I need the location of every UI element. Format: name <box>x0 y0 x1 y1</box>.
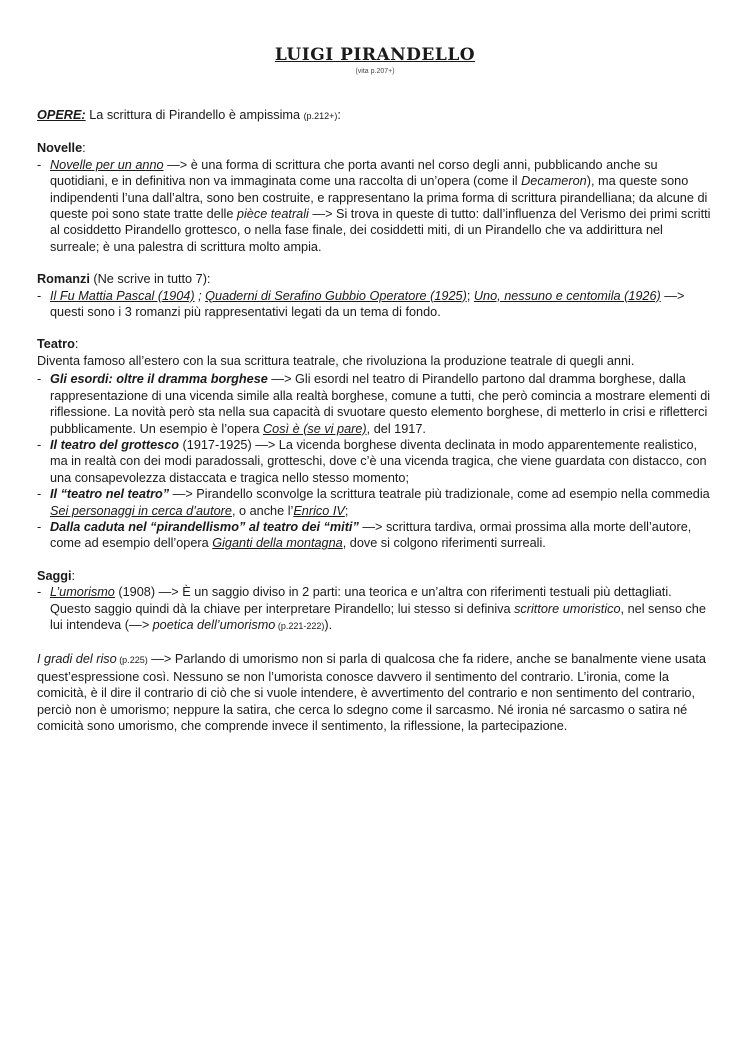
section-gradi-del-riso <box>37 651 713 734</box>
opere-intro <box>37 107 713 124</box>
section-saggi <box>37 568 713 635</box>
item-text: , del 1917. <box>366 421 426 436</box>
separator: ; <box>466 288 474 303</box>
item-emphasis: —> poetica dell’umorismo <box>129 617 276 632</box>
gradi-title: I gradi del riso <box>37 652 117 667</box>
item-text: —> È un saggio diviso in 2 parti: una teorica e un’altra con riferimenti testuali più dettagliati. Questo saggio quindi dà la chiave per interpretare Pirandello; lui stesso si definiva <box>50 585 672 616</box>
work-title: Enrico IV <box>293 503 345 518</box>
page-ref: (p.225) <box>116 655 148 666</box>
item-heading: Dalla caduta nel “pirandellismo” al teatro dei “miti” <box>50 519 359 534</box>
item-text: —> scrittura tardiva, ormai prossima alla morte dell’autore, come ad esempio dell’opera <box>50 519 692 551</box>
novelle-heading <box>37 140 713 156</box>
romanzi-heading <box>37 271 713 287</box>
section-teatro <box>37 336 713 551</box>
opere-text: La scrittura di Pirandello è ampissima <box>89 108 301 122</box>
opere-label: OPERE: <box>37 108 86 122</box>
teatro-intro: Diventa famoso all’estero con la sua scrittura teatrale, che rivoluziona la produzione teatrale di quegli anni. <box>37 353 635 368</box>
item-text: , nel senso che lui intendeva ( <box>50 601 706 632</box>
item-text: , o anche l’ <box>231 503 294 518</box>
item-text: ), ma queste sono indipendenti l’una dall’altra, sono ben costruite, e rappresentano la prima forma di scrittura pirandelliana; da alcune di queste poi sono state tratte delle <box>50 174 708 222</box>
item-text: —> Pirandello sconvolge la scrittura teatrale più tradizionale, come ad esempio nella commedia <box>169 487 710 502</box>
list-item <box>37 584 713 634</box>
list-item <box>37 288 713 321</box>
teatro-colon: : <box>74 337 79 352</box>
item-text: , dove si colgono riferimenti surreali. <box>342 536 546 551</box>
section-novelle <box>37 140 713 255</box>
item-text: (1917-1925) —> La vicenda borghese diventa declinata in modo apparentemente realistico, ma in realtà con dei modi paradossali, grotteschi, dove c’è una vicenda tragica, che viene guardata con distacco, con una consapevolezza distaccata e tragica nello stesso momento; <box>50 437 707 485</box>
teatro-heading-text: Teatro <box>37 337 75 352</box>
page-subtitle: (vita p.207+) <box>355 68 395 75</box>
opere-colon: : <box>337 108 341 122</box>
item-emphasis: scrittore umoristico <box>514 601 621 616</box>
work-title: Novelle per un anno <box>50 157 164 172</box>
item-emphasis: pièce teatrali <box>236 207 309 222</box>
list-item <box>37 486 713 519</box>
item-heading: Il teatro del grottesco <box>50 437 180 452</box>
section-romanzi <box>37 271 713 320</box>
work-title: Uno, nessuno e centomila (1926) <box>473 288 661 303</box>
work-title: Giganti della montagna <box>212 536 343 551</box>
list-item <box>37 371 713 437</box>
novelle-heading-text: Novelle <box>37 141 83 156</box>
saggi-heading <box>37 568 713 584</box>
gradi-text: —> Parlando di umorismo non si parla di qualcosa che fa ridere, anche se banalmente viene usata quest’espressione così. Nessuno se non l’umorista conosce davvero il sentimento del contrario. L’ironia, come la comicità, è il dire il contrario di ciò che si vuole intendere, è avvertimento del contrario e non sentimento del contrario, perciò non è umorismo; neppure la satira, che cerca lo sdegno come il sarcasmo. Né ironia né sarcasmo o satira né comicità sono umorismo, che comprende invece il sentimento, la riflessione, la partecipazione. <box>37 652 706 733</box>
document-page <box>37 44 713 734</box>
item-text: —> questi sono i 3 romanzi più rappresentativi legati da un tema di fondo. <box>50 288 685 320</box>
item-text: ). <box>324 617 333 632</box>
teatro-heading <box>37 336 713 352</box>
romanzi-note: (Ne scrive in tutto 7): <box>89 272 211 287</box>
item-year: (1908) <box>114 585 156 600</box>
opere-ref: (p.212+) <box>303 111 338 121</box>
item-text: ; <box>344 503 349 518</box>
work-title: Così è (se vi pare) <box>263 421 367 436</box>
work-title: Il Fu Mattia Pascal (1904) <box>50 288 195 303</box>
work-title: Decameron <box>521 174 587 189</box>
page-ref: (p.221-222) <box>275 620 325 631</box>
page-title: LUIGI PIRANDELLO <box>274 45 476 65</box>
saggi-heading-text: Saggi <box>37 568 72 583</box>
novelle-colon: : <box>82 141 86 156</box>
romanzi-heading-text: Romanzi <box>37 272 90 287</box>
saggi-colon: : <box>71 568 76 583</box>
item-heading: Il “teatro nel teatro” <box>50 487 170 502</box>
work-title: Sei personaggi in cerca d’autore <box>50 503 232 518</box>
work-title: Quaderni di Serafino Gubbio Operatore (1925) <box>205 288 467 303</box>
item-heading: Gli esordi: oltre il dramma borghese <box>50 372 268 387</box>
gradi-paragraph <box>37 651 713 734</box>
item-text: —> Gli esordi nel teatro di Pirandello partono dal dramma borghese, dalla rappresentazione di una vicenda simile alla realtà borghese, comune a tutti, che però comincia a mostrare elementi di riflessione. La novità però sta nella sua capacità di svuotare questo elemento borghese, di metterlo in crisi e rifletterci pubblicamente. Un esempio è l’opera <box>50 372 711 436</box>
work-title: L’umorismo <box>50 585 115 600</box>
item-text: —> Si trova in queste di tutto: dall’influenza del Verismo dei primi scritti al cosiddetto Pirandello grottesco, o nella fase finale, dei cosiddetti miti, di un Pirandello che va addirittura nel surreale; è una palestra di scrittura molto ampia. <box>50 207 711 254</box>
list-item <box>37 519 713 552</box>
item-text: —> è una forma di scrittura che porta avanti nel corso degli anni, pubblicando anche su quotidiani, e in definitiva non va immaginata come una raccolta di un’opera (come il <box>50 157 658 189</box>
separator: ; <box>194 288 206 303</box>
list-item <box>37 157 713 255</box>
list-item <box>37 437 713 486</box>
